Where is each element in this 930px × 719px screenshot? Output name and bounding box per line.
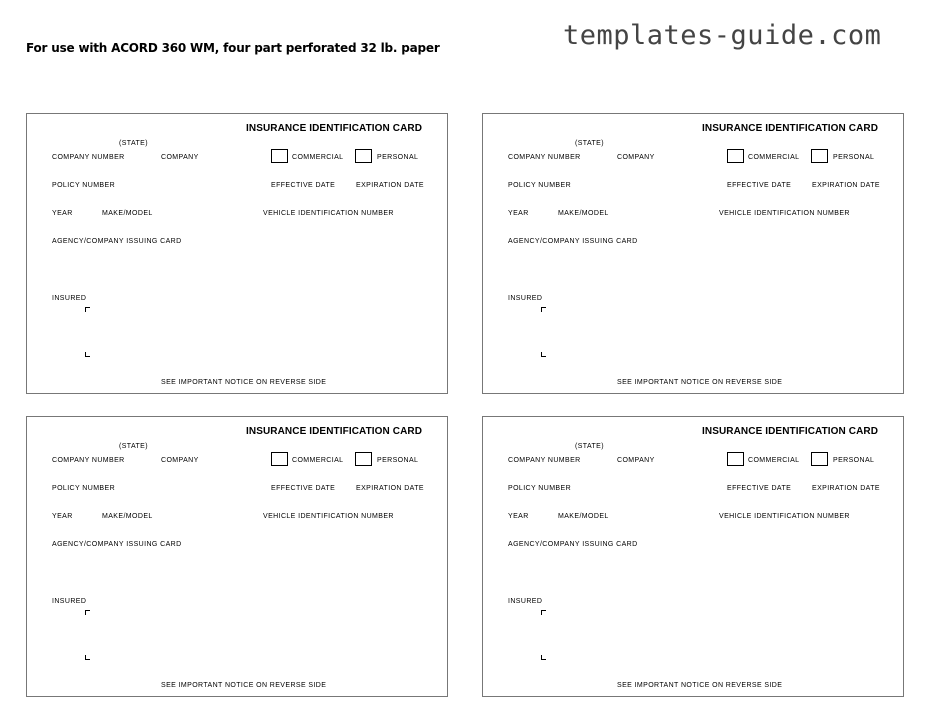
make-model-label: MAKE/MODEL (558, 210, 609, 217)
usage-note: For use with ACORD 360 WM, four part perforated 32 lb. paper (26, 41, 440, 55)
reverse-notice: SEE IMPORTANT NOTICE ON REVERSE SIDE (617, 379, 783, 386)
policy-number-label: POLICY NUMBER (508, 182, 572, 189)
watermark: templates-guide.com (563, 20, 882, 51)
vin-label: VEHICLE IDENTIFICATION NUMBER (719, 210, 850, 217)
insured-label: INSURED (52, 598, 87, 605)
year-label: YEAR (508, 210, 529, 217)
make-model-label: MAKE/MODEL (102, 210, 153, 217)
company-number-label: COMPANY NUMBER (508, 154, 581, 161)
company-label: COMPANY (161, 457, 199, 464)
insured-label: INSURED (508, 598, 543, 605)
personal-checkbox[interactable] (811, 452, 828, 466)
agency-label: AGENCY/COMPANY ISSUING CARD (508, 238, 638, 245)
address-window-top-mark (541, 307, 546, 312)
address-window-bottom-mark (85, 352, 90, 357)
card-title: INSURANCE IDENTIFICATION CARD (702, 426, 879, 437)
expiration-date-label: EXPIRATION DATE (356, 182, 424, 189)
effective-date-label: EFFECTIVE DATE (727, 485, 792, 492)
agency-label: AGENCY/COMPANY ISSUING CARD (52, 238, 182, 245)
address-window-bottom-mark (85, 655, 90, 660)
policy-number-label: POLICY NUMBER (52, 485, 116, 492)
address-window-bottom-mark (541, 655, 546, 660)
company-label: COMPANY (617, 154, 655, 161)
commercial-label: COMMERCIAL (748, 154, 800, 161)
commercial-label: COMMERCIAL (292, 457, 344, 464)
card-title: INSURANCE IDENTIFICATION CARD (246, 123, 423, 134)
commercial-checkbox[interactable] (271, 149, 288, 163)
personal-label: PERSONAL (833, 154, 875, 161)
effective-date-label: EFFECTIVE DATE (727, 182, 792, 189)
expiration-date-label: EXPIRATION DATE (812, 182, 880, 189)
year-label: YEAR (508, 513, 529, 520)
id-card-top-left (26, 113, 448, 394)
personal-checkbox[interactable] (355, 149, 372, 163)
id-card-bottom-right (482, 416, 904, 697)
make-model-label: MAKE/MODEL (558, 513, 609, 520)
expiration-date-label: EXPIRATION DATE (812, 485, 880, 492)
make-model-label: MAKE/MODEL (102, 513, 153, 520)
company-number-label: COMPANY NUMBER (508, 457, 581, 464)
company-number-label: COMPANY NUMBER (52, 457, 125, 464)
card-title: INSURANCE IDENTIFICATION CARD (246, 426, 423, 437)
company-label: COMPANY (161, 154, 199, 161)
vin-label: VEHICLE IDENTIFICATION NUMBER (263, 513, 394, 520)
effective-date-label: EFFECTIVE DATE (271, 485, 336, 492)
state-label: (STATE) (575, 140, 604, 147)
state-label: (STATE) (119, 443, 148, 450)
insured-label: INSURED (52, 295, 87, 302)
year-label: YEAR (52, 210, 73, 217)
year-label: YEAR (52, 513, 73, 520)
state-label: (STATE) (119, 140, 148, 147)
insured-label: INSURED (508, 295, 543, 302)
personal-label: PERSONAL (377, 154, 419, 161)
policy-number-label: POLICY NUMBER (52, 182, 116, 189)
commercial-checkbox[interactable] (727, 149, 744, 163)
vin-label: VEHICLE IDENTIFICATION NUMBER (263, 210, 394, 217)
commercial-checkbox[interactable] (271, 452, 288, 466)
state-label: (STATE) (575, 443, 604, 450)
agency-label: AGENCY/COMPANY ISSUING CARD (508, 541, 638, 548)
company-label: COMPANY (617, 457, 655, 464)
address-window-top-mark (85, 610, 90, 615)
reverse-notice: SEE IMPORTANT NOTICE ON REVERSE SIDE (161, 379, 327, 386)
personal-checkbox[interactable] (811, 149, 828, 163)
policy-number-label: POLICY NUMBER (508, 485, 572, 492)
address-window-top-mark (541, 610, 546, 615)
expiration-date-label: EXPIRATION DATE (356, 485, 424, 492)
commercial-label: COMMERCIAL (292, 154, 344, 161)
address-window-bottom-mark (541, 352, 546, 357)
reverse-notice: SEE IMPORTANT NOTICE ON REVERSE SIDE (161, 682, 327, 689)
id-card-bottom-left (26, 416, 448, 697)
card-title: INSURANCE IDENTIFICATION CARD (702, 123, 879, 134)
commercial-checkbox[interactable] (727, 452, 744, 466)
commercial-label: COMMERCIAL (748, 457, 800, 464)
address-window-top-mark (85, 307, 90, 312)
id-card-top-right (482, 113, 904, 394)
company-number-label: COMPANY NUMBER (52, 154, 125, 161)
personal-checkbox[interactable] (355, 452, 372, 466)
agency-label: AGENCY/COMPANY ISSUING CARD (52, 541, 182, 548)
vin-label: VEHICLE IDENTIFICATION NUMBER (719, 513, 850, 520)
effective-date-label: EFFECTIVE DATE (271, 182, 336, 189)
personal-label: PERSONAL (377, 457, 419, 464)
reverse-notice: SEE IMPORTANT NOTICE ON REVERSE SIDE (617, 682, 783, 689)
personal-label: PERSONAL (833, 457, 875, 464)
